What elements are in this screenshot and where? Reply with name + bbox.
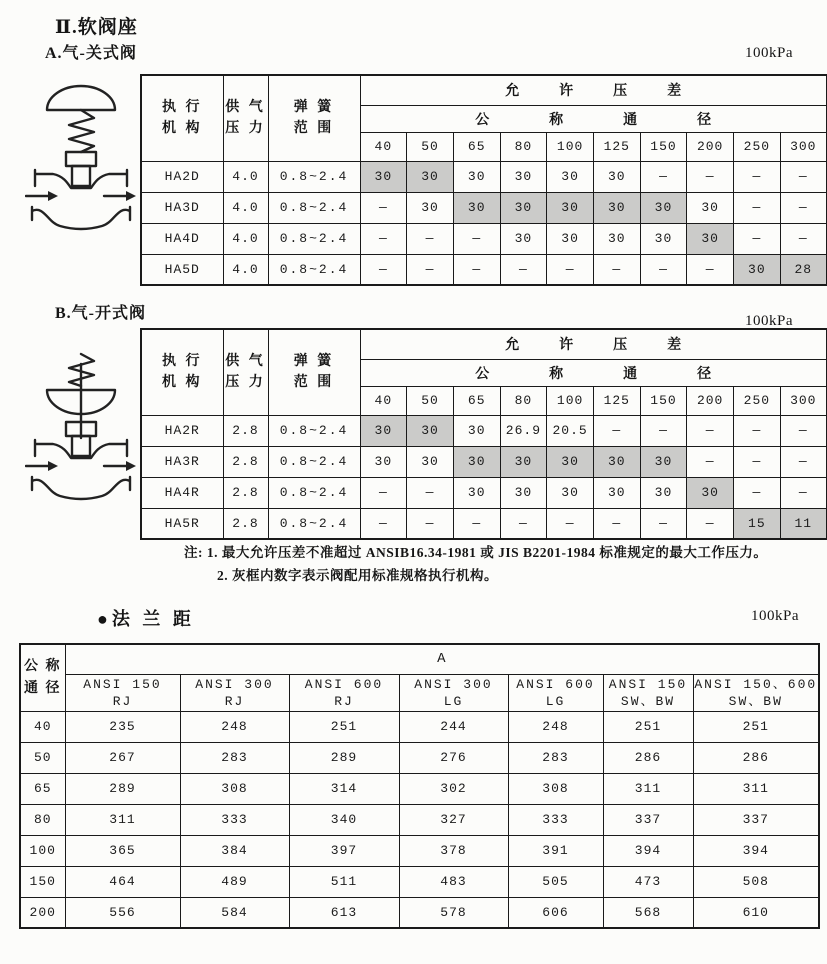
pressure-diff-cell: — [360,192,407,223]
pressure-diff-cell: — [407,223,454,254]
pressure-diff-cell: — [780,415,827,446]
pressure-diff-cell: — [734,415,781,446]
pressure-diff-cell: — [640,254,687,285]
pressure-diff-cell: — [407,477,454,508]
flange-distance-cell: 337 [693,804,819,835]
pressure-diff-cell: — [640,508,687,539]
pressure-diff-cell: — [453,254,500,285]
flange-table-row [20,866,819,897]
flange-table-row [20,897,819,928]
pressure-diff-cell: 30 [640,223,687,254]
nominal-diameter-header: 公称通径 [360,359,827,386]
section-b-title: B.气-开式阀 [55,305,147,322]
nominal-diameter-cell: 80 [20,804,65,835]
pressure-diff-cell: — [407,254,454,285]
flange-distance-cell: 289 [289,742,399,773]
pressure-diff-cell: — [453,223,500,254]
spring-range-header [268,75,360,161]
pressure-diff-cell: — [500,508,547,539]
spring-header-line2: 范 围 [293,375,335,391]
flange-distance-cell: 276 [399,742,508,773]
pressure-diff-cell: 30 [500,477,547,508]
flange-standard-name: ANSI 150 [83,676,162,692]
flange-distance-cell: 568 [603,897,693,928]
pressure-diff-cell: 30 [360,415,407,446]
footnote-1: 注: 1. 最大允许压差不准超过 ANSIB16.34-1981 或 JIS B2201-1984 标准规定的最大工作压力。 [184,545,768,560]
actuator-header [141,75,223,161]
pressure-diff-cell: 30 [500,446,547,477]
actuator-header-line1: 执 行 [162,354,203,370]
air-open-valve-table [140,328,827,540]
pressure-diff-cell: 30 [640,192,687,223]
actuator-model-cell: HA4D [141,223,223,254]
flange-standard-header [65,674,180,711]
flange-distance-cell: 286 [603,742,693,773]
corner-header-line2: 通 径 [24,680,62,696]
plug-shape [72,166,90,186]
diameter-column-header: 65 [453,132,500,161]
flange-distance-cell: 283 [508,742,603,773]
flange-distance-cell: 251 [603,711,693,742]
supply-pressure-cell: 4.0 [223,254,268,285]
flange-distance-table [19,643,820,929]
valve-table-row [141,508,827,539]
flange-distance-cell: 286 [693,742,819,773]
pressure-diff-cell: — [687,508,734,539]
diameter-column-header: 80 [500,386,547,415]
flange-standard-header [508,674,603,711]
flange-standard-header [180,674,289,711]
pressure-diff-cell: 30 [453,192,500,223]
flange-distance-cell: 251 [693,711,819,742]
nominal-diameter-corner-header [20,644,65,711]
supply-pressure-cell: 2.8 [223,477,268,508]
flange-table-row [20,711,819,742]
pressure-diff-cell: 30 [593,477,640,508]
flange-distance-cell: 384 [180,835,289,866]
nominal-diameter-cell: 40 [20,711,65,742]
section-a-title: A.气-关式阀 [45,45,137,62]
flange-distance-cell: 311 [65,804,180,835]
spring-range-cell: 0.8~2.4 [268,508,360,539]
pressure-diff-cell: 30 [360,446,407,477]
flange-distance-cell: 308 [180,773,289,804]
valve-table-row [141,254,827,285]
supply-header-line1: 供 气 [225,354,266,370]
supply-pressure-cell: 4.0 [223,161,268,192]
actuator-model-cell: HA4R [141,477,223,508]
pressure-diff-cell: — [780,446,827,477]
flange-facing-type: SW、BW [728,693,783,709]
pressure-diff-cell: — [734,223,781,254]
spring-range-cell: 0.8~2.4 [268,477,360,508]
flange-distance-cell: 394 [603,835,693,866]
pressure-diff-cell: 30 [500,223,547,254]
flange-distance-cell: 365 [65,835,180,866]
valve-table-row [141,477,827,508]
diameter-column-header: 50 [407,386,454,415]
pressure-diff-cell: 11 [780,508,827,539]
flange-standard-header [399,674,508,711]
flange-distance-cell: 483 [399,866,508,897]
flange-standard-name: ANSI 600 [304,676,384,692]
pressure-diff-cell: — [734,477,781,508]
diameter-column-header: 40 [360,386,407,415]
pressure-diff-cell: 30 [687,477,734,508]
pressure-diff-cell: 30 [734,254,781,285]
flange-standard-name: ANSI 300 [414,676,493,692]
flange-distance-cell: 311 [603,773,693,804]
valve-body-lower-outline [32,477,130,499]
pressure-diff-cell: 30 [547,161,594,192]
flange-facing-type: LG [443,693,464,709]
spring-header-line2: 范 围 [293,121,335,137]
nominal-diameter-cell: 100 [20,835,65,866]
flange-facing-type: LG [545,693,566,709]
spring-range-cell: 0.8~2.4 [268,254,360,285]
pressure-diff-cell: 30 [687,223,734,254]
inlet-arrowhead [48,461,58,471]
pressure-diff-cell: — [780,477,827,508]
dimension-a-header: A [65,644,819,674]
pressure-diff-cell: — [407,508,454,539]
flange-standard-name: ANSI 150 [608,676,688,692]
flange-distance-cell: 333 [508,804,603,835]
supply-header-line2: 压 力 [225,375,266,391]
supply-pressure-cell: 4.0 [223,223,268,254]
flange-distance-cell: 283 [180,742,289,773]
pressure-diff-cell: — [593,508,640,539]
diameter-column-header: 250 [734,132,781,161]
actuator-dome-shape [47,86,115,110]
pressure-diff-cell: — [780,223,827,254]
pressure-diff-cell: 30 [593,446,640,477]
pressure-diff-cell: 30 [547,192,594,223]
valve-body-lower-outline [32,207,130,229]
supply-header-line1: 供 气 [225,100,266,116]
outlet-arrowhead [126,191,136,201]
spring-range-cell: 0.8~2.4 [268,161,360,192]
pressure-diff-cell: 30 [547,446,594,477]
pressure-diff-cell: 30 [640,446,687,477]
actuator-header-line2: 机 构 [162,121,203,137]
pressure-diff-cell: — [734,446,781,477]
nominal-diameter-cell: 150 [20,866,65,897]
flange-distance-cell: 556 [65,897,180,928]
actuator-header-line2: 机 构 [162,375,203,391]
corner-header-line1: 公 称 [24,659,62,675]
pressure-diff-cell: — [734,161,781,192]
diameter-column-header: 150 [640,386,687,415]
actuator-header [141,329,223,415]
flange-facing-type: RJ [224,693,245,709]
pressure-diff-cell: — [593,254,640,285]
air-to-open-valve-icon [25,348,137,538]
page-title-soft-seat: Ⅱ.软阀座 [55,17,138,38]
pressure-diff-cell: 30 [407,415,454,446]
spring-header-line1: 弹 簧 [293,354,335,370]
supply-pressure-header [223,75,268,161]
pressure-diff-cell: — [500,254,547,285]
pressure-unit-flange: 100kPa [751,608,799,624]
valve-table-row [141,415,827,446]
pressure-diff-cell: 30 [407,446,454,477]
flange-distance-cell: 378 [399,835,508,866]
flange-facing-type: SW、BW [620,693,676,709]
supply-pressure-header [223,329,268,415]
pressure-unit-a: 100kPa [745,45,793,61]
pressure-diff-cell: 26.9 [500,415,547,446]
spring-zigzag-shape [69,110,94,152]
diameter-column-header: 200 [687,386,734,415]
flange-distance-cell: 606 [508,897,603,928]
flange-header-row-1 [20,644,819,674]
flange-distance-cell: 613 [289,897,399,928]
flange-distance-cell: 308 [508,773,603,804]
pressure-diff-cell: 30 [360,161,407,192]
spring-range-cell: 0.8~2.4 [268,192,360,223]
pressure-diff-cell: 30 [407,161,454,192]
pressure-diff-cell: 30 [687,192,734,223]
diameter-column-header: 40 [360,132,407,161]
pressure-diff-cell: — [593,415,640,446]
flange-distance-cell: 584 [180,897,289,928]
flange-distance-cell: 473 [603,866,693,897]
footnotes [184,541,767,587]
flange-distance-cell: 394 [693,835,819,866]
supply-pressure-cell: 4.0 [223,192,268,223]
spring-header-line1: 弹 簧 [293,100,335,116]
supply-header-line2: 压 力 [225,121,266,137]
pressure-diff-cell: — [687,161,734,192]
pressure-diff-cell: 20.5 [547,415,594,446]
nominal-diameter-header: 公称通径 [360,105,827,132]
nominal-diameter-cell: 50 [20,742,65,773]
flange-distance-cell: 511 [289,866,399,897]
diameter-column-header: 100 [547,386,594,415]
spring-range-cell: 0.8~2.4 [268,415,360,446]
pressure-unit-b: 100kPa [745,313,793,329]
pressure-diff-cell: 30 [593,192,640,223]
pressure-diff-cell: — [453,508,500,539]
flange-distance-cell: 391 [508,835,603,866]
pressure-diff-cell: 30 [500,192,547,223]
spring-range-header [268,329,360,415]
pressure-diff-cell: 28 [780,254,827,285]
actuator-header-line1: 执 行 [162,100,203,116]
diameter-column-header: 300 [780,386,827,415]
actuator-model-cell: HA2D [141,161,223,192]
diameter-column-header: 250 [734,386,781,415]
nominal-diameter-cell: 65 [20,773,65,804]
flange-distance-cell: 235 [65,711,180,742]
flange-distance-cell: 248 [180,711,289,742]
flange-standard-name: ANSI 300 [195,676,274,692]
header-row-1 [141,75,827,105]
flange-distance-cell: 578 [399,897,508,928]
pressure-diff-cell: 30 [593,223,640,254]
spring-range-cell: 0.8~2.4 [268,446,360,477]
flange-distance-cell: 244 [399,711,508,742]
pressure-diff-cell: 30 [640,477,687,508]
header-row-1 [141,329,827,359]
actuator-model-cell: HA3D [141,192,223,223]
pressure-diff-cell: — [734,192,781,223]
allowable-pressure-diff-header: 允许压差 [360,75,827,105]
actuator-model-cell: HA2R [141,415,223,446]
supply-pressure-cell: 2.8 [223,446,268,477]
flange-distance-cell: 314 [289,773,399,804]
pressure-diff-cell: — [687,446,734,477]
flange-distance-title: ●法 兰 距 [97,609,195,629]
pressure-diff-cell: — [640,415,687,446]
flange-distance-cell: 302 [399,773,508,804]
flange-table-row [20,804,819,835]
pressure-diff-cell: — [360,477,407,508]
flange-table-row [20,835,819,866]
allowable-pressure-diff-header: 允许压差 [360,329,827,359]
flange-header-row-2 [20,674,819,711]
diameter-column-header: 65 [453,386,500,415]
nominal-diameter-cell: 200 [20,897,65,928]
pressure-diff-cell: 30 [453,415,500,446]
air-close-valve-table [140,74,827,286]
diameter-column-header: 50 [407,132,454,161]
flange-distance-cell: 508 [693,866,819,897]
pressure-diff-cell: 30 [407,192,454,223]
footnote-2: 2. 灰框内数字表示阀配用标准规格执行机构。 [217,568,498,583]
supply-pressure-cell: 2.8 [223,508,268,539]
valve-table-row [141,446,827,477]
pressure-diff-cell: — [547,508,594,539]
flange-distance-cell: 340 [289,804,399,835]
diameter-column-header: 125 [593,386,640,415]
flange-distance-cell: 337 [603,804,693,835]
flange-standard-header [289,674,399,711]
flange-distance-cell: 251 [289,711,399,742]
pressure-diff-cell: — [640,161,687,192]
flange-distance-cell: 397 [289,835,399,866]
pressure-diff-cell: — [360,223,407,254]
diameter-column-header: 100 [547,132,594,161]
flange-distance-cell: 610 [693,897,819,928]
diameter-column-header: 300 [780,132,827,161]
pressure-diff-cell: — [687,415,734,446]
diameter-column-header: 200 [687,132,734,161]
pressure-diff-cell: 30 [453,477,500,508]
flange-distance-cell: 267 [65,742,180,773]
bonnet-shape [66,152,96,166]
pressure-diff-cell: 30 [547,223,594,254]
pressure-diff-cell: — [547,254,594,285]
flange-table-row [20,773,819,804]
pressure-diff-cell: — [687,254,734,285]
pressure-diff-cell: 30 [453,161,500,192]
flange-distance-cell: 464 [65,866,180,897]
pressure-diff-cell: 30 [500,161,547,192]
pressure-diff-cell: — [360,254,407,285]
valve-table-row [141,161,827,192]
pressure-diff-cell: — [780,161,827,192]
pressure-diff-cell: 15 [734,508,781,539]
flange-distance-cell: 327 [399,804,508,835]
spring-range-cell: 0.8~2.4 [268,223,360,254]
diameter-column-header: 150 [640,132,687,161]
diameter-column-header: 80 [500,132,547,161]
flange-standard-header [693,674,819,711]
inlet-arrowhead [48,191,58,201]
air-to-close-valve-icon [25,78,137,268]
supply-pressure-cell: 2.8 [223,415,268,446]
flange-distance-cell: 489 [180,866,289,897]
flange-facing-type: RJ [334,693,354,709]
pressure-diff-cell: — [360,508,407,539]
flange-distance-cell: 289 [65,773,180,804]
flange-distance-cell: 311 [693,773,819,804]
diameter-column-header: 125 [593,132,640,161]
actuator-model-cell: HA5R [141,508,223,539]
flange-table-row [20,742,819,773]
pressure-diff-cell: 30 [453,446,500,477]
pressure-diff-cell: 30 [547,477,594,508]
flange-standard-header [603,674,693,711]
actuator-model-cell: HA3R [141,446,223,477]
actuator-model-cell: HA5D [141,254,223,285]
valve-table-row [141,223,827,254]
flange-standard-name: ANSI 600 [516,676,595,692]
flange-distance-cell: 248 [508,711,603,742]
flange-standard-name: ANSI 150、600 [694,676,818,692]
flange-distance-cell: 333 [180,804,289,835]
pressure-diff-cell: — [780,192,827,223]
pressure-diff-cell: 30 [593,161,640,192]
valve-table-row [141,192,827,223]
flange-distance-cell: 505 [508,866,603,897]
flange-facing-type: RJ [112,693,133,709]
outlet-arrowhead [126,461,136,471]
